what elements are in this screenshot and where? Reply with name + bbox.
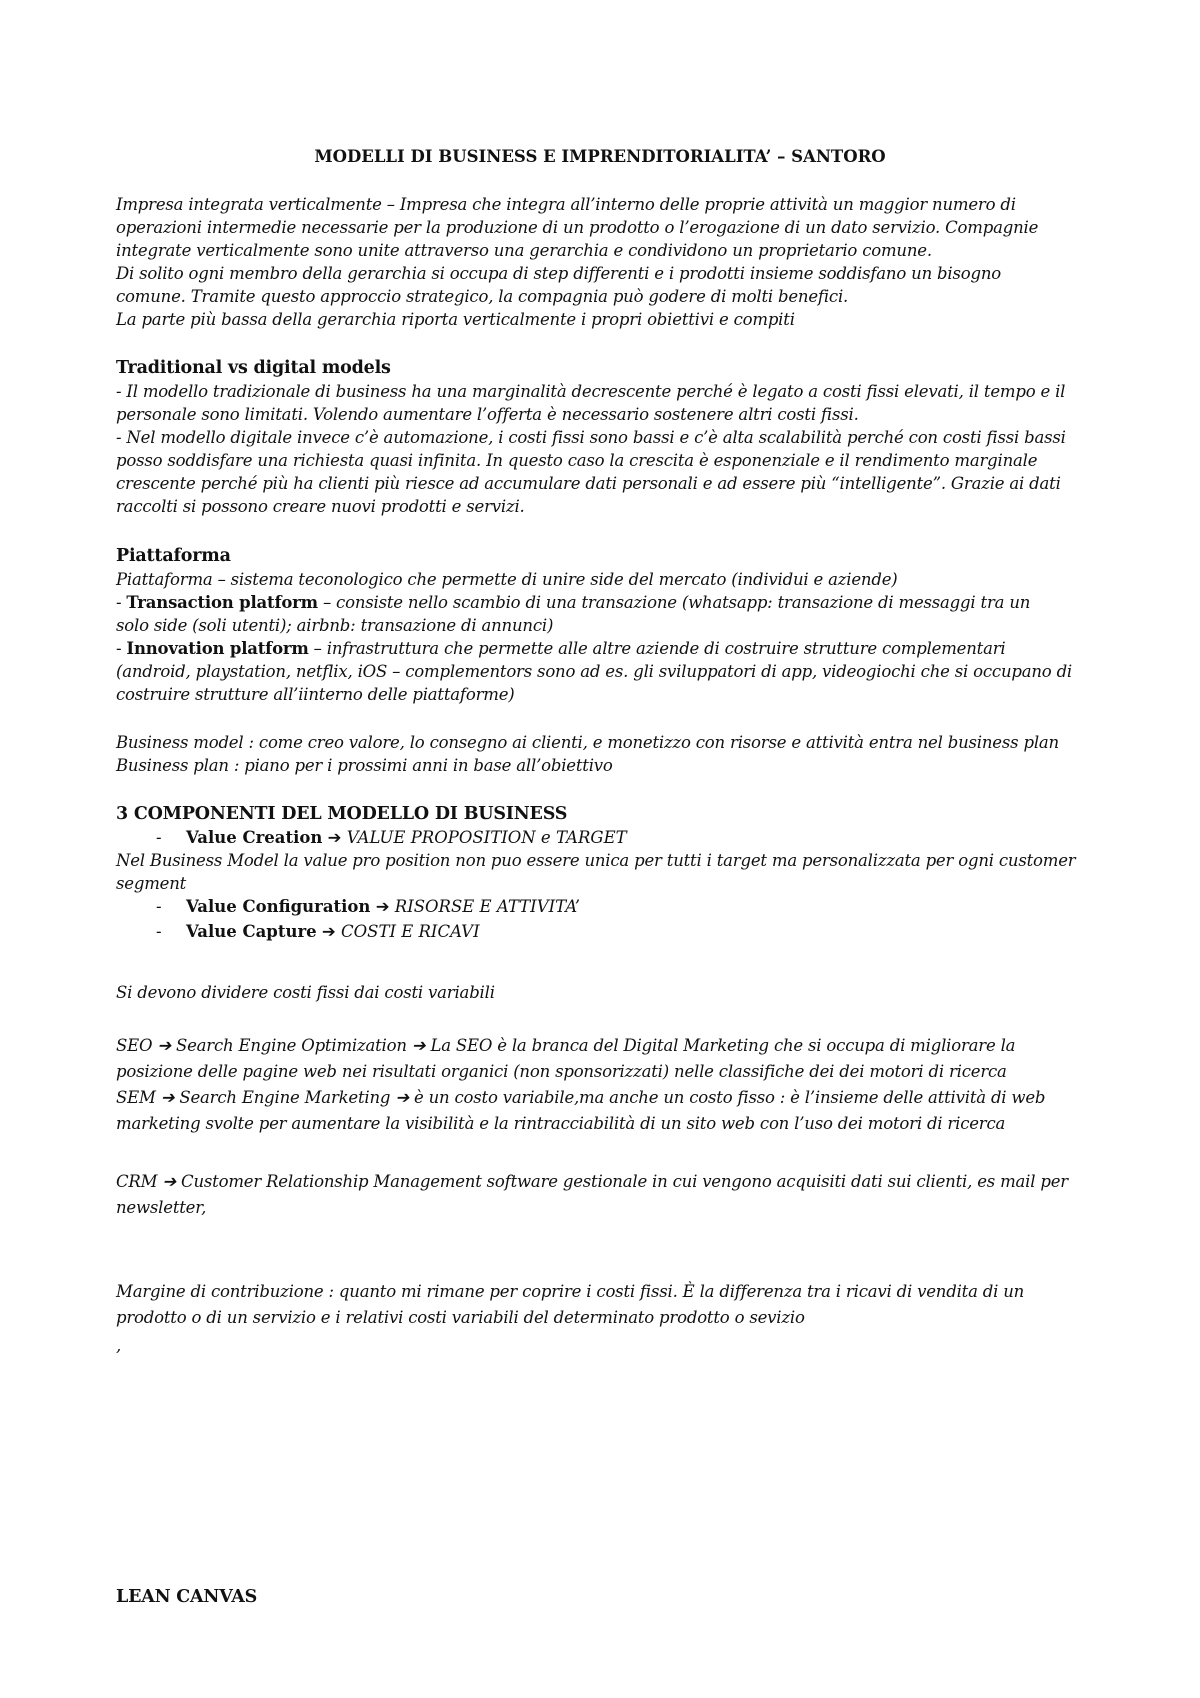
value-creation-text: VALUE PROPOSITION e TARGET [346, 828, 627, 847]
page-title: MODELLI DI BUSINESS E IMPRENDITORIALITA’ – SANTORO [314, 147, 886, 166]
business-plan-line: Business plan : piano per i prossimi anni in base all’obiettivo [116, 756, 613, 775]
value-creation-item [186, 826, 627, 850]
crm-line: newsletter, [116, 1198, 207, 1217]
innovation-dash: - [116, 639, 127, 658]
value-proposition-note-2: segment [116, 874, 187, 893]
value-configuration-label: Value Configuration [186, 897, 371, 916]
margine-line: prodotto o di un servizio e i relativi costi variabili del determinato prodotto o sevizio [116, 1308, 805, 1327]
business-model-line: Business model : come creo valore, lo consegno ai clienti, e monetizzo con risorse e attività entra nel business plan [116, 733, 1059, 752]
traditional-line: posso soddisfare una richiesta quasi infinita. In questo caso la crescita è esponenziale e il rendimento marginale [116, 451, 1038, 470]
arrow-right-icon: ➔ [375, 897, 390, 916]
intro-line: comune. Tramite questo approccio strategico, la compagnia può godere di molti benefici. [116, 287, 849, 306]
intro-line: integrate verticalmente sono unite attraverso una gerarchia e condividono un proprietario comune. [116, 241, 932, 260]
innovation-platform-line [116, 637, 1006, 661]
innovation-platform-text-3: costruire strutture all’iinterno delle piattaforme) [116, 685, 515, 704]
innovation-platform-text: – infrastruttura che permette alle altre aziende di costruire strutture complementari [308, 639, 1006, 658]
seo-line: SEO ➔ Search Engine Optimization ➔ La SEO è la branca del Digital Marketing che si occupa di migliorare la [116, 1036, 1016, 1055]
value-capture-label: Value Capture [186, 922, 317, 941]
piattaforma-definition: Piattaforma – sistema teconologico che permette di unire side del mercato (individui e aziende) [116, 570, 898, 589]
traditional-line: personale sono limitati. Volendo aumentare l’offerta è necessario sostenere altri costi fissi. [116, 405, 859, 424]
traditional-line: - Nel modello digitale invece c’è automazione, i costi fissi sono bassi e c’è alta scalabilità perché con costi fissi bassi [116, 428, 1066, 447]
innovation-platform-label: Innovation platform [126, 639, 309, 658]
intro-line: La parte più bassa della gerarchia riporta verticalmente i propri obiettivi e compiti [116, 310, 795, 329]
sem-line: SEM ➔ Search Engine Marketing ➔ è un costo variabile,ma anche un costo fisso : è l’insieme delle attività di web [116, 1088, 1046, 1107]
list-bullet: - [156, 897, 162, 916]
stray-mark: , [116, 1336, 122, 1355]
list-bullet: - [156, 828, 162, 847]
intro-line: Di solito ogni membro della gerarchia si occupa di step differenti e i prodotti insieme soddisfano un bisogno [116, 264, 1001, 283]
piattaforma-heading: Piattaforma [116, 546, 231, 566]
transaction-platform-label: Transaction platform [126, 593, 318, 612]
componenti-heading: 3 COMPONENTI DEL MODELLO DI BUSINESS [116, 804, 568, 824]
value-proposition-note: Nel Business Model la value pro position non puo essere unica per tutti i target ma personalizzata per ogni customer [116, 851, 1076, 870]
traditional-line: - Il modello tradizionale di business ha una marginalità decrescente perché è legato a costi fissi elevati, il tempo e il [116, 382, 1066, 401]
transaction-platform-text-2: solo side (soli utenti); airbnb: transazione di annunci) [116, 616, 554, 635]
arrow-right-icon: ➔ [327, 828, 342, 847]
value-capture-text: COSTI E RICAVI [340, 922, 480, 941]
traditional-line: raccolti si possono creare nuovi prodotti e servizi. [116, 497, 525, 516]
intro-line: operazioni intermedie necessarie per la produzione di un prodotto o l’erogazione di un dato servizio. Compagnie [116, 218, 1039, 237]
seo-line: posizione delle pagine web nei risultati organici (non sponsorizzati) nelle classifiche dei dei motori di ricerca [116, 1062, 1007, 1081]
value-configuration-item [186, 895, 580, 919]
traditional-heading: Traditional vs digital models [116, 358, 391, 378]
costi-line: Si devono dividere costi fissi dai costi variabili [116, 983, 495, 1002]
innovation-platform-text-2: (android, playstation, netflix, iOS – complementors sono ad es. gli sviluppatori di app, videogiochi che si occupano di [116, 662, 1073, 681]
value-creation-label: Value Creation [186, 828, 323, 847]
intro-line: Impresa integrata verticalmente – Impresa che integra all’interno delle proprie attività un maggior numero di [116, 195, 1016, 214]
crm-line: CRM ➔ Customer Relationship Management software gestionale in cui vengono acquisiti dati sui clienti, es mail per [116, 1172, 1068, 1191]
value-configuration-text: RISORSE E ATTIVITA’ [394, 897, 580, 916]
transaction-platform-text: – consiste nello scambio di una transazione (whatsapp: transazione di messaggi tra un [317, 593, 1031, 612]
transaction-dash: - [116, 593, 127, 612]
value-capture-item [186, 920, 480, 944]
lean-canvas-heading: LEAN CANVAS [116, 1587, 258, 1607]
sem-line: marketing svolte per aumentare la visibilità e la rintracciabilità di un sito web con l’uso dei motori di ricerca [116, 1114, 1006, 1133]
arrow-right-icon: ➔ [321, 922, 336, 941]
list-bullet: - [156, 922, 162, 941]
transaction-platform-line [116, 591, 1030, 615]
traditional-line: crescente perché più ha clienti più riesce ad accumulare dati personali e ad essere più “intelligente”. Grazie ai dati [116, 474, 1061, 493]
margine-line: Margine di contribuzione : quanto mi rimane per coprire i costi fissi. È la differenza tra i ricavi di vendita di un [116, 1282, 1025, 1301]
